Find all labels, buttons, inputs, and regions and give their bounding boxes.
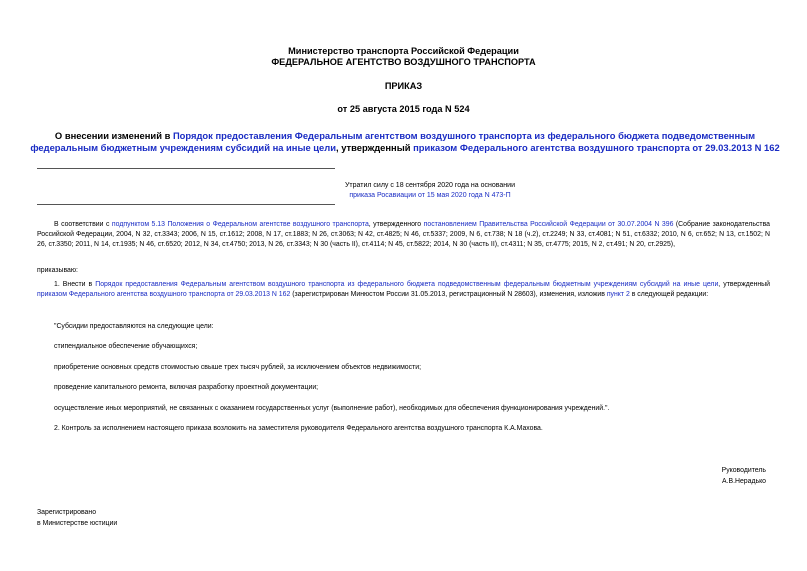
signatory-name: А.В.Нерадько (721, 478, 766, 485)
agency-name: ФЕДЕРАЛЬНОЕ АГЕНТСТВО ВОЗДУШНОГО ТРАНСПОРТА (271, 57, 536, 67)
registration-line-1: Зарегистрировано (37, 509, 97, 516)
quoted-line: осуществление иных мероприятий, не связанных с оказанием государственных услуг (выполнение работ), необходимых для обеспечения функционирования учреждений.". (54, 405, 610, 412)
signatory-position: Руководитель (721, 467, 766, 474)
item-2-paragraph: 2. Контроль за исполнением настоящего приказа возложить на заместителя руководителя Федерального агентства воздушного транспорта К.А.Махова. (54, 425, 543, 432)
registration-line-2: в Министерстве юстиции (37, 520, 118, 527)
divider-top (37, 168, 335, 169)
quoted-line: стипендиальное обеспечение обучающихся; (54, 343, 198, 350)
quoted-line: приобретение основных средств стоимостью свыше трех тысяч рублей, за исключением объектов недвижимости; (54, 364, 421, 371)
regulation-subitem-link[interactable]: подпунктом 5.13 Положения о Федеральном агентстве воздушного транспорта (111, 221, 369, 228)
preamble-paragraph: В соответствии с подпунктом 5.13 Положения о Федеральном агентстве воздушного транспорта, утвержденного постановлением Правительства Российской Федерации от 30.07.2004 N 396 (Собрание законодательства Российской Федерации, 2004, N 32, ст.3343; 2006, N 15, ст.1612; 2008, N 17, ст.1883; N 26, ст.3063; N 42, ст.4825; N 46, ст.5337; 2009, N 6, ст.738; N 18 (ч.2), ст.2249; N 33, ст.4081; N 51, ст.6332; 2010, N 6, ст.652; N 13, ст.1502; N 26, ст.3350; 2011, N 14, ст.1935; N 46, ст.6520; 2012, N 34, ст.4750; 2013, N 26, ст.3343; N 30 (часть II), ст.4114; N 45, ст.5822; 2014, N 30 (часть II), ст.4311; N 35, ст.4775; 2015, N 2, ст.491; N 20, ст.2925), (37, 221, 770, 249)
document-type: ПРИКАЗ (384, 81, 423, 91)
item-order-link[interactable]: приказом Федерального агентства воздушного транспорта от 29.03.2013 N 162 (37, 291, 291, 299)
quoted-line: проведение капитального ремонта, включая разработку проектной документации; (54, 384, 319, 391)
clause-2-link[interactable]: пункт 2 (606, 291, 630, 299)
government-decree-link[interactable]: постановлением Правительства Российской Федерации от 30.07.2004 N 396 (423, 221, 674, 228)
title-order-link[interactable]: приказом Федерального агентства воздушного транспорта от 29.03.2013 N 162 (413, 142, 780, 153)
title-procedure-link[interactable]: Порядок предоставления Федеральным агентством воздушного транспорта из федерального бюджета подведомственным федеральным бюджетным учреждениям субсидий на иные цели (30, 130, 756, 153)
document-title: О внесении изменений в Порядок предоставления Федеральным агентством воздушного транспорта из федерального бюджета подведомственным федеральным бюджетным учреждениям субсидий на иные цели, утвержденный приказом Федерального агентства воздушного транспорта от 29.03.2013 N 162 (30, 130, 780, 153)
order-word: приказываю: (37, 267, 78, 274)
status-note: Утратил силу с 18 сентября 2020 года на основании приказа Росавиации от 15 мая 2020 года N 473-П (344, 182, 515, 199)
item-1-paragraph: 1. Внести в Порядок предоставления Федеральным агентством воздушного транспорта из федерального бюджета подведомственным федеральным бюджетным учреждениям субсидий на иные цели, утвержденный приказом Федерального агентства воздушного транспорта от 29.03.2013 N 162 (зарегистрирован Минюстом России 31.05.2013, регистрационный N 28603), изменения, изложив пункт 2 в следующей редакции: (37, 281, 770, 299)
repeal-order-link[interactable]: приказа Росавиации от 15 мая 2020 года N 473-П (349, 192, 511, 199)
quoted-line: "Субсидии предоставляются на следующие цели: (54, 323, 214, 330)
document-date-number: от 25 августа 2015 года N 524 (337, 104, 470, 114)
divider-bottom (37, 204, 335, 205)
ministry-name: Министерство транспорта Российской Федерации (288, 46, 519, 56)
item-procedure-link[interactable]: Порядок предоставления Федеральным агентством воздушного транспорта из федерального бюджета подведомственным федеральным бюджетным учреждениям субсидий на иные цели (95, 281, 719, 288)
